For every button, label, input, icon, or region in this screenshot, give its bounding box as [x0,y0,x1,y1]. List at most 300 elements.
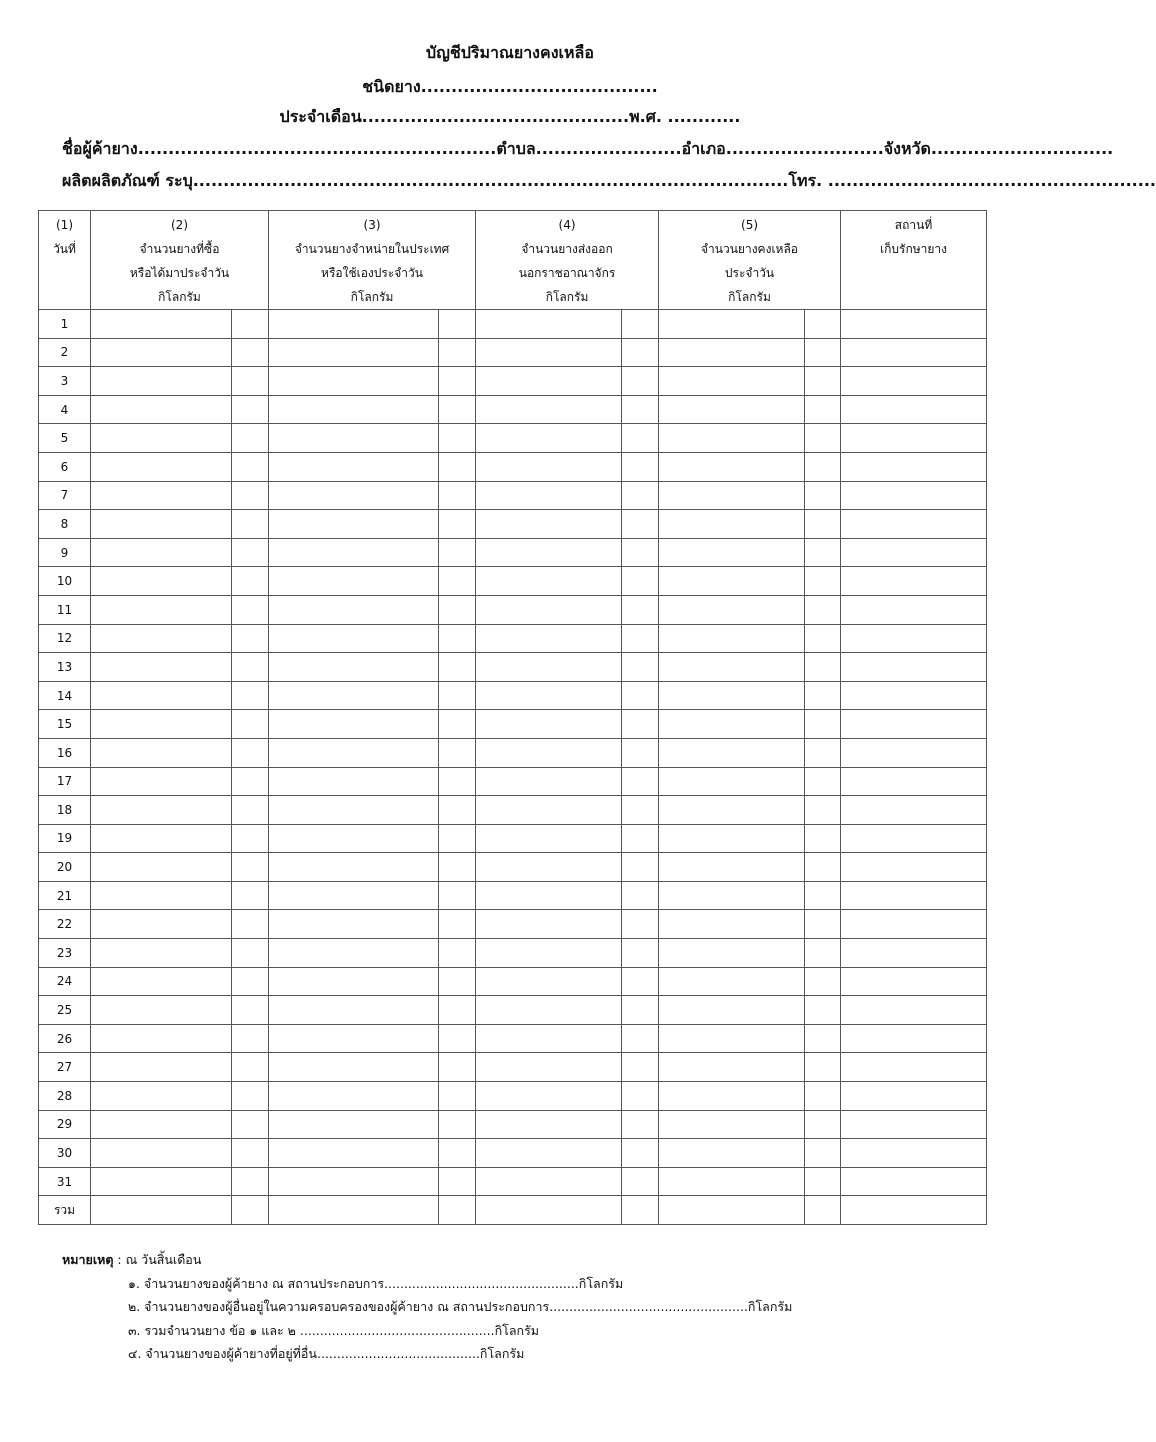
entry-cell[interactable] [805,452,841,481]
entry-cell[interactable] [91,939,232,968]
entry-cell[interactable] [622,510,659,539]
entry-cell[interactable] [476,595,622,624]
entry-cell[interactable] [476,1082,622,1111]
entry-cell[interactable] [232,481,269,510]
entry-cell[interactable] [622,1024,659,1053]
entry-cell[interactable] [622,367,659,396]
entry-cell[interactable] [841,567,987,596]
rubber-type-line: ชนิดยาง....................................... [362,77,658,96]
entry-cell[interactable] [659,910,805,939]
entry-cell[interactable] [439,653,476,682]
entry-cell[interactable] [841,1167,987,1196]
entry-cell[interactable] [91,538,232,567]
entry-cell[interactable] [91,1024,232,1053]
entry-cell[interactable] [269,1082,439,1111]
entry-cell[interactable] [841,310,987,339]
entry-cell[interactable] [439,1024,476,1053]
entry-cell[interactable] [476,567,622,596]
entry-cell[interactable] [659,681,805,710]
entry-cell[interactable] [841,738,987,767]
entry-cell[interactable] [841,1053,987,1082]
entry-cell[interactable] [805,881,841,910]
entry-cell[interactable] [805,338,841,367]
entry-cell[interactable] [805,1110,841,1139]
entry-cell[interactable] [439,338,476,367]
entry-cell[interactable] [659,624,805,653]
col-header-exported: (4) จำนวนยางส่งออก นอกราชอาณาจักร กิโลกรัม [476,211,659,310]
entry-cell[interactable] [232,1053,269,1082]
entry-cell[interactable] [476,338,622,367]
entry-cell[interactable] [269,939,439,968]
entry-cell[interactable] [232,595,269,624]
entry-cell[interactable] [841,967,987,996]
entry-cell[interactable] [91,1082,232,1111]
entry-cell[interactable] [91,1139,232,1168]
entry-cell[interactable] [476,510,622,539]
entry-cell[interactable] [232,910,269,939]
entry-cell[interactable] [439,996,476,1025]
entry-cell[interactable] [805,967,841,996]
entry-cell[interactable] [841,824,987,853]
day-number-cell: 29 [39,1110,91,1139]
entry-cell[interactable] [91,738,232,767]
entry-cell[interactable] [439,1139,476,1168]
entry-cell[interactable] [91,338,232,367]
entry-cell[interactable] [269,367,439,396]
entry-cell[interactable] [232,538,269,567]
entry-cell[interactable] [805,481,841,510]
entry-cell[interactable] [269,338,439,367]
note-item-4: ๔. จำนวนยางของผู้ค้ายางที่อยู่ที่อื่น.........................................กิโลกรัม [128,1346,525,1361]
entry-cell[interactable] [622,1139,659,1168]
entry-cell[interactable] [476,310,622,339]
entry-cell[interactable] [232,939,269,968]
entry-cell[interactable] [622,624,659,653]
entry-cell[interactable] [269,624,439,653]
entry-cell[interactable] [91,881,232,910]
col-header-day: (1) วันที่ [39,211,91,310]
entry-cell[interactable] [622,910,659,939]
entry-cell[interactable] [232,824,269,853]
entry-cell[interactable] [232,653,269,682]
entry-cell[interactable] [269,853,439,882]
entry-cell[interactable] [841,1024,987,1053]
entry-cell[interactable] [232,996,269,1025]
entry-cell[interactable] [91,910,232,939]
entry-cell[interactable] [659,967,805,996]
entry-cell[interactable] [91,653,232,682]
entry-cell[interactable] [269,1024,439,1053]
entry-cell[interactable] [269,1167,439,1196]
entry-cell[interactable] [476,653,622,682]
entry-cell[interactable] [841,796,987,825]
entry-cell[interactable] [232,853,269,882]
notes-lead-text: : ณ วันสิ้นเดือน [113,1252,202,1267]
entry-cell[interactable] [476,1053,622,1082]
entry-cell[interactable] [659,567,805,596]
entry-cell[interactable] [269,310,439,339]
entry-cell[interactable] [841,1139,987,1168]
entry-cell[interactable] [269,653,439,682]
entry-cell[interactable] [841,910,987,939]
entry-cell[interactable] [659,310,805,339]
entry-cell[interactable] [659,653,805,682]
entry-cell[interactable] [476,1110,622,1139]
entry-cell[interactable] [476,853,622,882]
entry-cell[interactable] [841,996,987,1025]
entry-cell[interactable] [269,1139,439,1168]
entry-cell[interactable] [476,367,622,396]
entry-cell[interactable] [232,1139,269,1168]
entry-cell[interactable] [439,367,476,396]
entry-cell[interactable] [232,395,269,424]
entry-cell[interactable] [91,595,232,624]
entry-cell[interactable] [439,1053,476,1082]
entry-cell[interactable] [476,939,622,968]
entry-cell[interactable] [841,881,987,910]
entry-cell[interactable] [476,1024,622,1053]
entry-cell[interactable] [805,1139,841,1168]
entry-cell[interactable] [232,738,269,767]
entry-cell[interactable] [476,538,622,567]
entry-cell[interactable] [439,796,476,825]
entry-cell[interactable] [439,939,476,968]
entry-cell[interactable] [659,996,805,1025]
entry-cell[interactable] [659,710,805,739]
entry-cell[interactable] [805,424,841,453]
entry-cell[interactable] [439,424,476,453]
entry-cell[interactable] [439,881,476,910]
entry-cell[interactable] [476,481,622,510]
entry-cell[interactable] [439,538,476,567]
entry-cell[interactable] [622,1196,659,1225]
entry-cell[interactable] [805,824,841,853]
entry-cell[interactable] [805,939,841,968]
entry-cell[interactable] [232,424,269,453]
entry-cell[interactable] [622,996,659,1025]
entry-cell[interactable] [269,967,439,996]
entry-cell[interactable] [476,1196,622,1225]
table-row [39,595,987,624]
entry-cell[interactable] [439,567,476,596]
day-number-cell: 9 [39,538,91,567]
entry-cell[interactable] [439,681,476,710]
entry-cell[interactable] [659,1024,805,1053]
entry-cell[interactable] [805,853,841,882]
entry-cell[interactable] [439,853,476,882]
entry-cell[interactable] [269,881,439,910]
entry-cell[interactable] [232,1196,269,1225]
entry-cell[interactable] [91,1053,232,1082]
entry-cell[interactable] [91,624,232,653]
entry-cell[interactable] [841,710,987,739]
entry-cell[interactable] [841,424,987,453]
entry-cell[interactable] [91,310,232,339]
entry-cell[interactable] [841,767,987,796]
entry-cell[interactable] [805,796,841,825]
day-number-cell: 14 [39,681,91,710]
entry-cell[interactable] [659,1196,805,1225]
entry-cell[interactable] [476,710,622,739]
entry-cell[interactable] [622,1110,659,1139]
entry-cell[interactable] [232,881,269,910]
entry-cell[interactable] [476,1167,622,1196]
entry-cell[interactable] [232,510,269,539]
entry-cell[interactable] [232,967,269,996]
entry-cell[interactable] [805,996,841,1025]
entry-cell[interactable] [805,367,841,396]
entry-cell[interactable] [659,881,805,910]
entry-cell[interactable] [659,481,805,510]
entry-cell[interactable] [659,824,805,853]
entry-cell[interactable] [476,1139,622,1168]
entry-cell[interactable] [232,1167,269,1196]
entry-cell[interactable] [91,567,232,596]
entry-cell[interactable] [805,1024,841,1053]
entry-cell[interactable] [91,796,232,825]
entry-cell[interactable] [269,424,439,453]
day-number-cell: 1 [39,310,91,339]
entry-cell[interactable] [91,967,232,996]
entry-cell[interactable] [439,967,476,996]
entry-cell[interactable] [659,1053,805,1082]
entry-cell[interactable] [805,1196,841,1225]
entry-cell[interactable] [439,1196,476,1225]
entry-cell[interactable] [841,481,987,510]
entry-cell[interactable] [439,1167,476,1196]
entry-cell[interactable] [439,910,476,939]
entry-cell[interactable] [476,624,622,653]
entry-cell[interactable] [659,452,805,481]
entry-cell[interactable] [622,853,659,882]
entry-cell[interactable] [841,538,987,567]
entry-cell[interactable] [269,481,439,510]
entry-cell[interactable] [91,395,232,424]
entry-cell[interactable] [476,395,622,424]
entry-cell[interactable] [269,595,439,624]
entry-cell[interactable] [269,1110,439,1139]
entry-cell[interactable] [805,510,841,539]
entry-cell[interactable] [269,681,439,710]
entry-cell[interactable] [622,967,659,996]
entry-cell[interactable] [269,538,439,567]
day-number-cell: 5 [39,424,91,453]
entry-cell[interactable] [269,738,439,767]
entry-cell[interactable] [805,681,841,710]
entry-cell[interactable] [439,824,476,853]
entry-cell[interactable] [439,767,476,796]
entry-cell[interactable] [622,1053,659,1082]
entry-cell[interactable] [476,910,622,939]
entry-cell[interactable] [439,595,476,624]
entry-cell[interactable] [439,710,476,739]
entry-cell[interactable] [659,796,805,825]
entry-cell[interactable] [269,1053,439,1082]
entry-cell[interactable] [659,1110,805,1139]
entry-cell[interactable] [622,1082,659,1111]
entry-cell[interactable] [232,796,269,825]
entry-cell[interactable] [439,624,476,653]
entry-cell[interactable] [841,1110,987,1139]
entry-cell[interactable] [841,338,987,367]
entry-cell[interactable] [805,1082,841,1111]
entry-cell[interactable] [805,710,841,739]
entry-cell[interactable] [622,395,659,424]
entry-cell[interactable] [269,567,439,596]
entry-cell[interactable] [841,395,987,424]
entry-cell[interactable] [232,1110,269,1139]
entry-cell[interactable] [476,881,622,910]
entry-cell[interactable] [91,710,232,739]
entry-cell[interactable] [91,452,232,481]
entry-cell[interactable] [91,367,232,396]
entry-cell[interactable] [476,681,622,710]
entry-cell[interactable] [91,1196,232,1225]
entry-cell[interactable] [269,1196,439,1225]
entry-cell[interactable] [659,338,805,367]
entry-cell[interactable] [232,310,269,339]
entry-cell[interactable] [659,738,805,767]
entry-cell[interactable] [841,367,987,396]
entry-cell[interactable] [805,910,841,939]
entry-cell[interactable] [841,510,987,539]
entry-cell[interactable] [232,1024,269,1053]
entry-cell[interactable] [91,1110,232,1139]
entry-cell[interactable] [805,767,841,796]
entry-cell[interactable] [439,452,476,481]
entry-cell[interactable] [805,395,841,424]
entry-cell[interactable] [232,452,269,481]
entry-cell[interactable] [659,853,805,882]
entry-cell[interactable] [805,1053,841,1082]
entry-cell[interactable] [841,452,987,481]
entry-cell[interactable] [439,310,476,339]
col-header-remaining: (5) จำนวนยางคงเหลือ ประจำวัน กิโลกรัม [659,211,841,310]
entry-cell[interactable] [622,310,659,339]
entry-cell[interactable] [269,395,439,424]
entry-cell[interactable] [622,681,659,710]
entry-cell[interactable] [269,510,439,539]
entry-cell[interactable] [659,395,805,424]
entry-cell[interactable] [659,1167,805,1196]
entry-cell[interactable] [622,710,659,739]
entry-cell[interactable] [841,853,987,882]
entry-cell[interactable] [622,538,659,567]
entry-cell[interactable] [439,395,476,424]
entry-cell[interactable] [805,624,841,653]
entry-cell[interactable] [91,510,232,539]
entry-cell[interactable] [439,1110,476,1139]
entry-cell[interactable] [622,481,659,510]
entry-cell[interactable] [622,595,659,624]
entry-cell[interactable] [659,1082,805,1111]
entry-cell[interactable] [269,767,439,796]
entry-cell[interactable] [622,796,659,825]
entry-cell[interactable] [439,738,476,767]
entry-cell[interactable] [622,338,659,367]
entry-cell[interactable] [622,939,659,968]
entry-cell[interactable] [659,367,805,396]
entry-cell[interactable] [91,996,232,1025]
entry-cell[interactable] [622,1167,659,1196]
entry-cell[interactable] [476,824,622,853]
entry-cell[interactable] [805,653,841,682]
entry-cell[interactable] [659,510,805,539]
entry-cell[interactable] [659,767,805,796]
entry-cell[interactable] [269,796,439,825]
entry-cell[interactable] [622,738,659,767]
entry-cell[interactable] [232,338,269,367]
entry-cell[interactable] [476,738,622,767]
entry-cell[interactable] [232,624,269,653]
entry-cell[interactable] [91,424,232,453]
entry-cell[interactable] [476,424,622,453]
entry-cell[interactable] [841,1082,987,1111]
entry-cell[interactable] [91,481,232,510]
entry-cell[interactable] [841,1196,987,1225]
entry-cell[interactable] [622,881,659,910]
entry-cell[interactable] [659,939,805,968]
entry-cell[interactable] [841,595,987,624]
entry-cell[interactable] [476,796,622,825]
entry-cell[interactable] [476,452,622,481]
entry-cell[interactable] [232,767,269,796]
entry-cell[interactable] [439,481,476,510]
entry-cell[interactable] [232,567,269,596]
entry-cell[interactable] [232,710,269,739]
entry-cell[interactable] [622,824,659,853]
entry-cell[interactable] [805,1167,841,1196]
entry-cell[interactable] [476,767,622,796]
entry-cell[interactable] [805,595,841,624]
entry-cell[interactable] [841,681,987,710]
entry-cell[interactable] [476,967,622,996]
entry-cell[interactable] [232,681,269,710]
entry-cell[interactable] [232,1082,269,1111]
entry-cell[interactable] [269,910,439,939]
entry-cell[interactable] [805,567,841,596]
entry-cell[interactable] [622,767,659,796]
entry-cell[interactable] [91,767,232,796]
entry-cell[interactable] [805,538,841,567]
entry-cell[interactable] [91,681,232,710]
entry-cell[interactable] [269,824,439,853]
entry-cell[interactable] [269,452,439,481]
entry-cell[interactable] [659,538,805,567]
entry-cell[interactable] [622,653,659,682]
entry-cell[interactable] [269,996,439,1025]
entry-cell[interactable] [805,738,841,767]
entry-cell[interactable] [659,595,805,624]
entry-cell[interactable] [622,424,659,453]
entry-cell[interactable] [232,367,269,396]
entry-cell[interactable] [269,710,439,739]
entry-cell[interactable] [476,996,622,1025]
entry-cell[interactable] [91,824,232,853]
entry-cell[interactable] [91,1167,232,1196]
entry-cell[interactable] [659,1139,805,1168]
entry-cell[interactable] [841,624,987,653]
entry-cell[interactable] [805,310,841,339]
entry-cell[interactable] [841,653,987,682]
entry-cell[interactable] [622,567,659,596]
entry-cell[interactable] [841,939,987,968]
entry-cell[interactable] [439,1082,476,1111]
entry-cell[interactable] [622,452,659,481]
entry-cell[interactable] [439,510,476,539]
entry-cell[interactable] [659,424,805,453]
entry-cell[interactable] [91,853,232,882]
